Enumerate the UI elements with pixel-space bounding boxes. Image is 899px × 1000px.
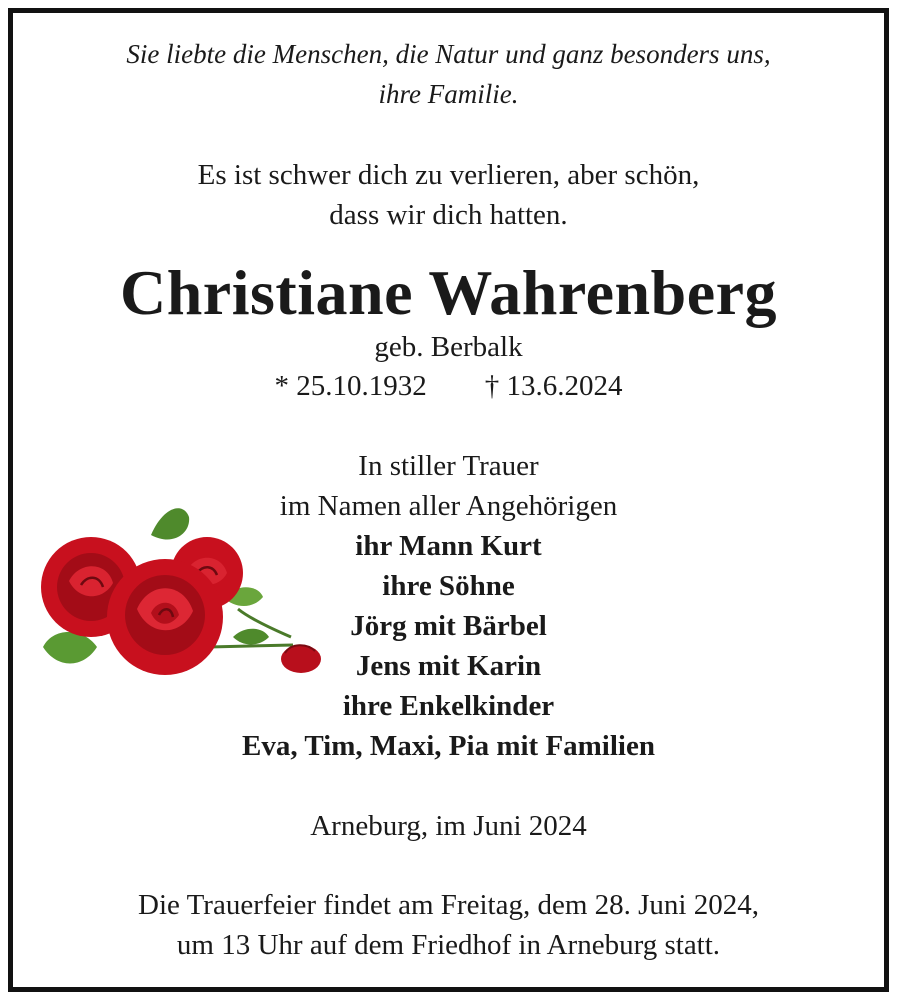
mourner-name: ihre Enkelkinder: [342, 690, 555, 722]
motto-line-2: ihre Familie.: [378, 79, 519, 109]
mourner-name: ihre Söhne: [382, 570, 515, 602]
quote-line-2: dass wir dich hatten.: [329, 199, 568, 231]
funeral-notice-line-2: um 13 Uhr auf dem Friedhof in Arneburg statt.: [176, 929, 721, 961]
maiden-name: geb. Berbalk: [374, 331, 523, 363]
funeral-notice-line-1: Die Trauerfeier findet am Freitag, dem 28. Juni 2024,: [138, 889, 759, 921]
deceased-name: Christiane Wahrenberg: [119, 257, 778, 328]
mourning-intro-1: In stiller Trauer: [358, 450, 539, 482]
mourning-intro-2: im Namen aller Angehörigen: [279, 490, 618, 522]
quote-line-1: Es ist schwer dich zu verlieren, aber schön,: [197, 159, 700, 191]
place-and-date: Arneburg, im Juni 2024: [310, 810, 587, 842]
mourner-name: ihr Mann Kurt: [355, 530, 542, 562]
birth-date: * 25.10.1932: [274, 370, 427, 402]
mourner-name: Jens mit Karin: [355, 650, 542, 682]
life-dates: [13, 370, 884, 403]
mourner-name: Eva, Tim, Maxi, Pia mit Familien: [242, 730, 655, 762]
death-date: † 13.6.2024: [484, 370, 623, 402]
obituary-frame: [8, 8, 889, 992]
mourner-name: Jörg mit Bärbel: [350, 610, 547, 642]
motto-line-1: Sie liebte die Menschen, die Natur und ganz besonders uns,: [126, 39, 771, 69]
